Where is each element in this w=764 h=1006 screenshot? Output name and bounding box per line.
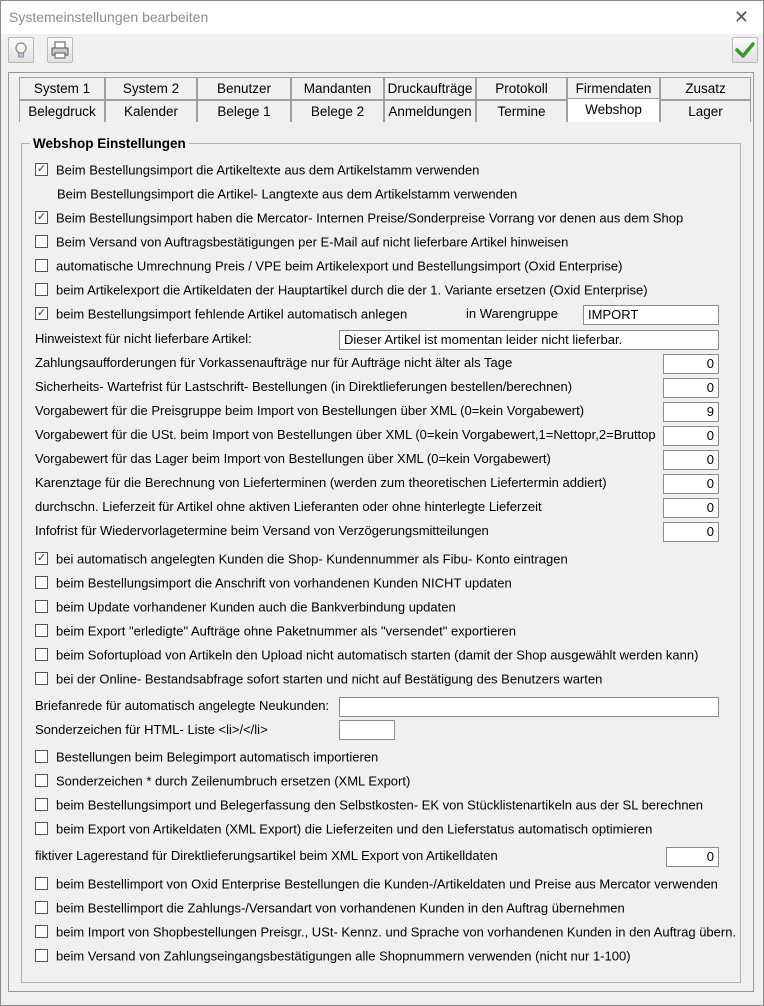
option-row[interactable]: [35, 946, 631, 966]
checkbox[interactable]: [35, 798, 48, 811]
hint-button[interactable]: [8, 37, 34, 63]
checkbox[interactable]: [35, 774, 48, 787]
field-label: Vorgabewert für das Lager beim Import von Bestellungen über XML (0=kein Vorgabewert): [35, 451, 551, 466]
number-input[interactable]: 9: [663, 402, 719, 422]
option-row[interactable]: [35, 819, 652, 839]
field-label: Zahlungsaufforderungen für Vorkassenaufträge nur für Aufträge nicht älter als Tage: [35, 355, 513, 370]
option-label: Beim Bestellungsimport die Artikel- Langtexte aus dem Artikelstamm verwenden: [57, 186, 518, 202]
field-label: in Warengruppe: [466, 306, 559, 321]
checkbox[interactable]: [35, 235, 48, 248]
option-row[interactable]: [35, 280, 648, 300]
option-label: Beim Bestellungsimport die Artikeltexte aus dem Artikelstamm verwenden: [56, 162, 480, 178]
ok-button[interactable]: [732, 37, 758, 63]
close-icon[interactable]: ✕: [733, 7, 749, 27]
print-button[interactable]: [47, 37, 73, 63]
option-label: beim Update vorhandener Kunden auch die Bankverbindung updaten: [56, 599, 456, 615]
tab-belegdruck[interactable]: Belegdruck: [19, 100, 105, 123]
toolbar: [1, 34, 763, 68]
checkbox[interactable]: [35, 949, 48, 962]
window-title: Systemeinstellungen bearbeiten: [9, 9, 209, 25]
checkbox[interactable]: [35, 283, 48, 296]
checkbox[interactable]: [35, 877, 48, 890]
checkbox[interactable]: [35, 672, 48, 685]
option-label: beim Bestellungsimport und Belegerfassung den Selbstkosten- EK von Stücklistenartikeln aus der SL berechnen: [56, 797, 704, 813]
tab-webshop[interactable]: Webshop: [567, 98, 660, 124]
tab-protokoll[interactable]: Protokoll: [476, 77, 567, 100]
option-label: Beim Versand von Auftragsbestätigungen per E-Mail auf nicht lieferbare Artikel hinweisen: [56, 234, 569, 250]
option-label: beim Bestellungsimport die Anschrift von vorhandenen Kunden NICHT updaten: [56, 575, 512, 591]
briefanrede-input[interactable]: [339, 697, 719, 717]
checkbox[interactable]: [35, 648, 48, 661]
checkbox[interactable]: ✓: [36, 552, 47, 565]
checkbox[interactable]: [35, 600, 48, 613]
field-label: Karenztage für die Berechnung von Lieferterminen (werden zum theoretischen Liefertermin addiert): [35, 475, 607, 490]
option-label: automatische Umrechnung Preis / VPE beim Artikelexport und Bestellungsimport (Oxid Enterprise): [56, 258, 623, 274]
tab-belege-1[interactable]: Belege 1: [197, 100, 291, 123]
hinweistext-input[interactable]: Dieser Artikel ist momentan leider nicht lieferbar.: [339, 330, 719, 350]
tab-belege-2[interactable]: Belege 2: [291, 100, 384, 123]
option-label: beim Export von Artikeldaten (XML Export) die Lieferzeiten und den Lieferstatus automatisch optimieren: [56, 821, 653, 837]
option-label: beim Bestellimport die Zahlungs-/Versandart von vorhandenen Kunden in den Auftrag übernehmen: [56, 900, 625, 916]
option-label: bei der Online- Bestandsabfrage sofort starten und nicht auf Bestätigung des Benutzers warten: [56, 671, 603, 687]
checkbox[interactable]: [35, 901, 48, 914]
option-row[interactable]: [35, 573, 512, 593]
field-label: Vorgabewert für die USt. beim Import von Bestellungen über XML (0=kein Vorgabewert,1=Nettopr,2=Bruttop: [35, 427, 656, 442]
tab-druckaufträge[interactable]: Druckaufträge: [384, 77, 476, 100]
option-row[interactable]: [35, 795, 703, 815]
field-label: Briefanrede für automatisch angelegte Neukunden:: [35, 698, 330, 713]
tab-zusatz[interactable]: Zusatz: [660, 77, 751, 100]
tab-mandanten[interactable]: Mandanten: [291, 77, 384, 100]
option-row[interactable]: [35, 304, 407, 324]
field-label: Infofrist für Wiedervorlagetermine beim Versand von Verzögerungsmitteilungen: [35, 523, 489, 538]
tab-system-2[interactable]: System 2: [105, 77, 197, 100]
tab-benutzer[interactable]: Benutzer: [197, 77, 291, 100]
option-label: beim Import von Shopbestellungen Preisgr., USt- Kennz. und Sprache von vorhandenen Kunden in den Auftrag übern.: [56, 924, 737, 940]
option-row[interactable]: [35, 645, 698, 665]
option-row[interactable]: [35, 669, 602, 689]
option-label: beim Bestellimport von Oxid Enterprise Bestellungen die Kunden-/Artikeldaten und Preise aus Mercator verwenden: [56, 876, 718, 892]
option-label: beim Export "erledigte" Aufträge ohne Paketnummer als "versendet" exportieren: [56, 623, 516, 639]
checkbox[interactable]: [35, 925, 48, 938]
option-label: beim Versand von Zahlungseingangsbestätigungen alle Shopnummern verwenden (nicht nur 1-100): [56, 948, 631, 964]
printer-icon: [48, 38, 72, 62]
option-row[interactable]: [35, 549, 568, 569]
tab-system-1[interactable]: System 1: [19, 77, 105, 100]
field-label: durchschn. Lieferzeit für Artikel ohne aktiven Lieferanten oder ohne hinterlegte Lieferzeit: [35, 499, 542, 514]
field-label: Sonderzeichen für HTML- Liste <li>/</li>: [35, 722, 268, 737]
option-row[interactable]: [35, 621, 516, 641]
checkbox[interactable]: ✓: [36, 211, 47, 224]
field-label: Hinweistext für nicht lieferbare Artikel:: [35, 331, 252, 346]
tab-firmendaten[interactable]: Firmendaten: [567, 77, 660, 100]
group-title: Webshop Einstellungen: [30, 136, 189, 151]
checkbox[interactable]: [35, 822, 48, 835]
checkbox[interactable]: [35, 624, 48, 637]
option-row[interactable]: [57, 184, 517, 204]
tab-lager[interactable]: Lager: [660, 100, 751, 123]
title-bar: [1, 1, 763, 34]
option-row[interactable]: [35, 898, 625, 918]
number-input[interactable]: 0: [663, 498, 719, 518]
tab-termine[interactable]: Termine: [476, 100, 567, 123]
checkbox[interactable]: ✓: [36, 163, 47, 176]
option-label: beim Artikelexport die Artikeldaten der Hauptartikel durch die der 1. Variante ersetzen (Oxid Enterprise): [56, 282, 648, 298]
option-row[interactable]: [35, 232, 568, 252]
warengruppe-input[interactable]: IMPORT: [583, 305, 719, 325]
checkmark-icon: [733, 38, 757, 62]
field-label: Vorgabewert für die Preisgruppe beim Import von Bestellungen über XML (0=kein Vorgabewert): [35, 403, 585, 418]
tab-anmeldungen[interactable]: Anmeldungen: [384, 100, 476, 123]
checkbox[interactable]: [35, 576, 48, 589]
option-label: Sonderzeichen * durch Zeilenumbruch ersetzen (XML Export): [56, 773, 411, 789]
field-label: Sicherheits- Wartefrist für Lastschrift- Bestellungen (in Direktlieferungen bestellen/berechnen): [35, 379, 573, 394]
number-input[interactable]: 0: [663, 354, 719, 374]
option-row[interactable]: [35, 874, 718, 894]
checkbox[interactable]: [35, 259, 48, 272]
lightbulb-icon: [9, 38, 33, 62]
option-row[interactable]: [35, 922, 736, 942]
number-input[interactable]: 0: [663, 378, 719, 398]
option-label: Bestellungen beim Belegimport automatisch importieren: [56, 749, 379, 765]
sonderzeichen-input[interactable]: [339, 720, 395, 740]
option-row[interactable]: [35, 208, 683, 228]
option-row[interactable]: [35, 771, 410, 791]
number-input[interactable]: 0: [663, 474, 719, 494]
option-label: beim Bestellungsimport fehlende Artikel automatisch anlegen: [56, 306, 408, 322]
number-input[interactable]: 0: [663, 426, 719, 446]
tab-kalender[interactable]: Kalender: [105, 100, 197, 123]
option-label: Beim Bestellungsimport haben die Mercator- Internen Preise/Sonderpreise Vorrang vor denen aus dem Shop: [56, 210, 684, 226]
option-row[interactable]: [35, 160, 479, 180]
field-label: fiktiver Lagerestand für Direktlieferungsartikel beim XML Export von Artikelldaten: [35, 848, 498, 863]
option-label: beim Sofortupload von Artikeln den Upload nicht automatisch starten (damit der Shop ausgewählt werden kann): [56, 647, 699, 663]
lagerbestand-input[interactable]: 0: [666, 847, 719, 867]
option-label: bei automatisch angelegten Kunden die Shop- Kundennummer als Fibu- Konto eintragen: [56, 551, 568, 567]
number-input[interactable]: 0: [663, 450, 719, 470]
option-row[interactable]: [35, 256, 622, 276]
number-input[interactable]: 0: [663, 522, 719, 542]
option-row[interactable]: [35, 747, 378, 767]
option-row[interactable]: [35, 597, 456, 617]
checkbox[interactable]: ✓: [36, 307, 47, 320]
checkbox[interactable]: [35, 750, 48, 763]
